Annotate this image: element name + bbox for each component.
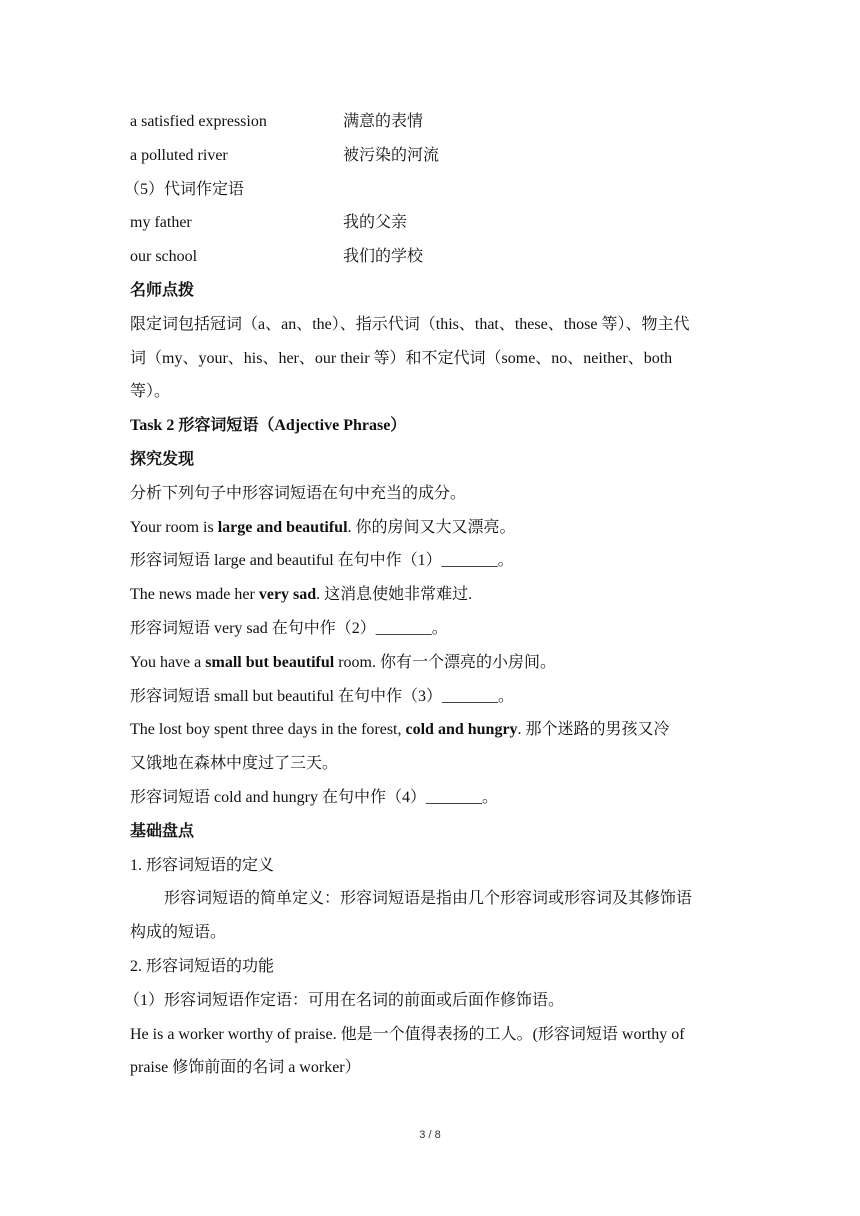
question-line: 形容词短语 cold and hungry 在句中作（4）_______。: [130, 788, 498, 806]
sentence-part: . 那个迷路的男孩又冷: [517, 721, 670, 739]
text-line: [130, 105, 740, 139]
question-line: 形容词短语 very sad 在句中作（2）_______。: [130, 619, 448, 637]
subsection-label: （1）形容词短语作定语：可用在名词的前面或后面作修饰语。: [124, 991, 565, 1009]
question-line: 形容词短语 large and beautiful 在句中作（1）_______。: [130, 552, 514, 570]
paragraph-line: 等）。: [130, 383, 171, 401]
chinese-term: 满意的表情: [343, 113, 424, 130]
text-line: [130, 206, 740, 240]
sentence-part: You have a: [130, 653, 206, 671]
paragraph-line: 又饿地在森林中度过了三天。: [130, 755, 339, 773]
section-heading: 探究发现: [130, 450, 195, 468]
paragraph-line: 构成的短语。: [130, 924, 227, 942]
chinese-term: 我们的学校: [343, 248, 424, 266]
example-sentence: He is a worker worthy of praise. 他是一个值得表扬的工人。(形容词短语 worthy of: [130, 1025, 685, 1043]
english-term: a satisfied expression: [130, 113, 267, 130]
example-sentence: [130, 578, 740, 612]
english-term: our school: [130, 248, 198, 266]
sentence-part: Your room is: [130, 518, 218, 536]
paragraph-line: 形容词短语的简单定义：形容词短语是指由几个形容词或形容词及其修饰语: [164, 890, 693, 908]
example-sentence: [130, 646, 740, 680]
subsection-label: （5）代词作定语: [124, 180, 245, 198]
example-sentence: [130, 713, 740, 747]
paragraph-line: 分析下列句子中形容词短语在句中充当的成分。: [130, 484, 467, 502]
question-line: 形容词短语 small but beautiful 在句中作（3）_______。: [130, 687, 514, 705]
example-sentence: [130, 511, 740, 545]
chinese-term: 我的父亲: [343, 214, 408, 232]
text-line: [130, 240, 740, 274]
sentence-part: room. 你有一个漂亮的小房间。: [334, 653, 556, 671]
highlighted-phrase: very sad: [258, 586, 317, 604]
paragraph-line: 限定词包括冠词（a、an、the）、指示代词（this、that、these、those 等）、物主代: [130, 315, 690, 333]
paragraph-line: 词（my、your、his、her、our their 等）和不定代词（some、no、neither、both: [130, 349, 673, 367]
highlighted-phrase: cold and hungry: [405, 721, 518, 739]
sentence-part: The lost boy spent three days in the forest,: [130, 721, 406, 739]
sentence-part: . 你的房间又大又漂亮。: [347, 518, 516, 536]
page-content: [124, 105, 740, 1085]
task-heading: Task 2 形容词短语（Adjective Phrase）: [130, 417, 407, 435]
section-heading: 基础盘点: [130, 822, 195, 840]
highlighted-phrase: small but beautiful: [205, 653, 335, 671]
numbered-heading: 2. 形容词短语的功能: [130, 957, 275, 975]
highlighted-phrase: large and beautiful: [217, 518, 348, 536]
english-term: my father: [130, 214, 192, 232]
section-heading: 名师点拨: [130, 281, 195, 299]
chinese-term: 被污染的河流: [343, 146, 440, 164]
sentence-part: . 这消息使她非常难过.: [316, 586, 473, 604]
text-line: [130, 139, 740, 173]
english-term: a polluted river: [130, 146, 228, 164]
numbered-heading: 1. 形容词短语的定义: [130, 856, 275, 874]
paragraph-line: praise 修饰前面的名词 a worker）: [130, 1059, 361, 1077]
sentence-part: The news made her: [130, 586, 259, 604]
page-number: 3 / 8: [419, 1129, 441, 1141]
